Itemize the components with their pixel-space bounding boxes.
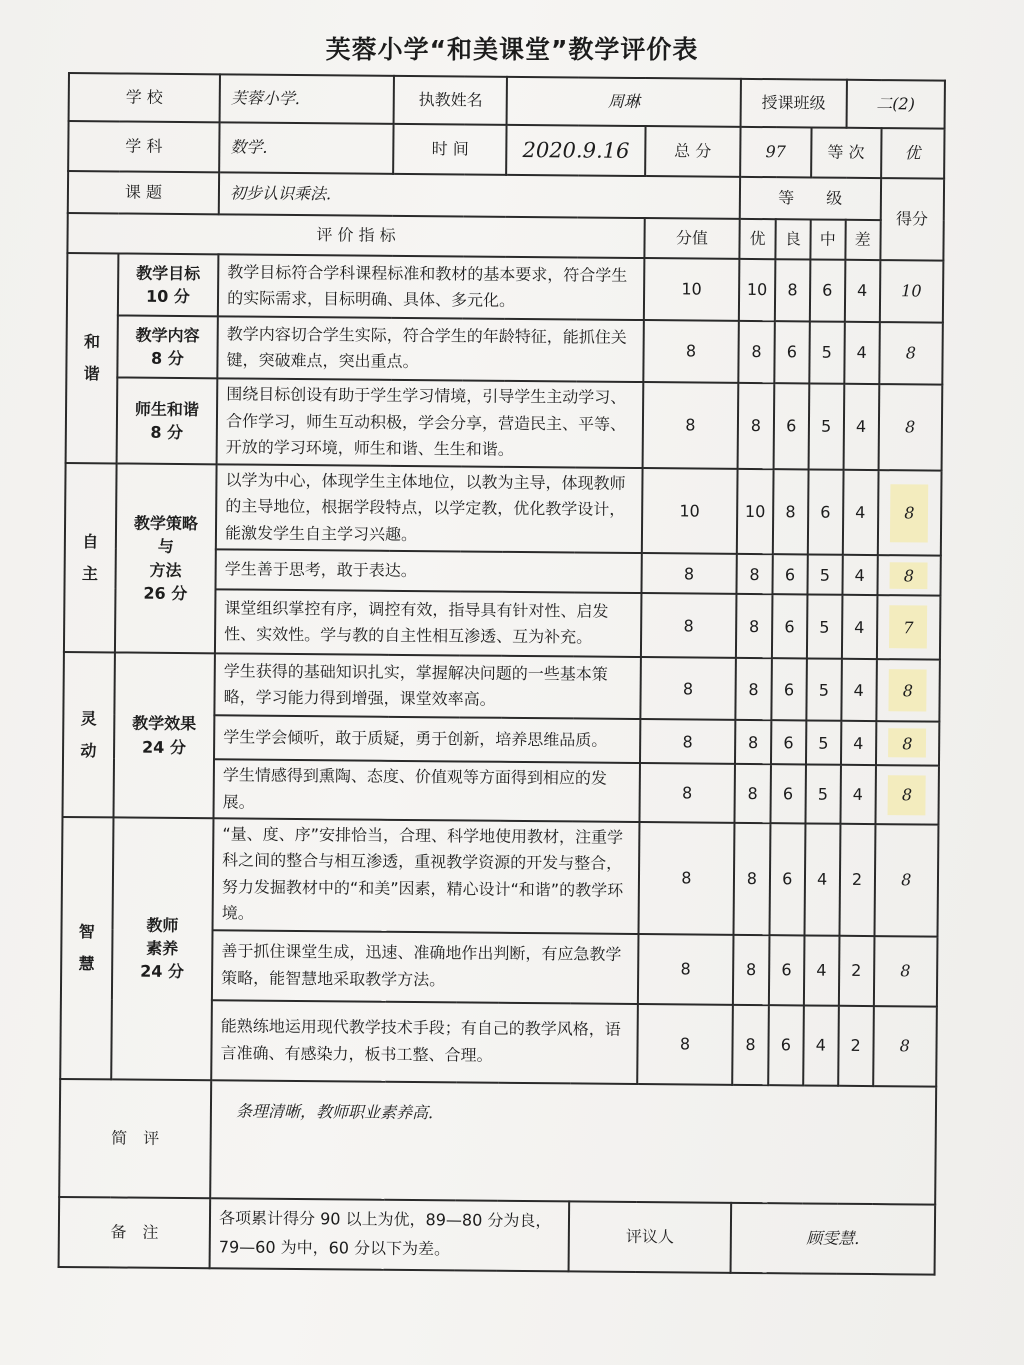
poor-value: 4 xyxy=(842,595,877,659)
info-row-1 xyxy=(69,73,945,129)
excellent-header: 优 xyxy=(739,219,775,259)
poor-value: 4 xyxy=(843,384,879,470)
topic-value: 初步认识乘法. xyxy=(219,172,740,219)
poor-value: 4 xyxy=(844,322,879,384)
remarks-row xyxy=(59,1196,936,1274)
class-value: 二(2) xyxy=(846,80,945,129)
reviewer-label: 评议人 xyxy=(569,1201,731,1272)
average-value: 4 xyxy=(804,935,839,1005)
table-row xyxy=(66,377,943,471)
category-harmony: 和谐 xyxy=(66,253,119,463)
average-value: 4 xyxy=(804,823,840,935)
category-autonomy: 自主 xyxy=(64,463,116,653)
table-row xyxy=(66,315,943,385)
good-value: 6 xyxy=(768,1005,804,1085)
good-value: 6 xyxy=(770,764,805,823)
points-value: 8 xyxy=(643,320,739,383)
poor-value: 4 xyxy=(844,260,879,322)
total-label: 总 分 xyxy=(645,126,741,177)
remarks-text: 各项累计得分 90 以上为优，89—80 分为良，79—60 为中，60 分以下为差。 xyxy=(210,1198,570,1271)
good-value: 6 xyxy=(769,935,804,1005)
poor-value: 4 xyxy=(841,659,876,721)
excellent-value: 8 xyxy=(734,764,770,823)
score-value: 8 xyxy=(873,936,937,1007)
grade-value: 优 xyxy=(881,128,945,179)
good-value: 6 xyxy=(774,321,809,383)
evaluation-table xyxy=(58,72,946,1275)
time-label: 时 间 xyxy=(394,124,507,175)
subcategory-effect: 教学效果 24 分 xyxy=(113,653,215,819)
excellent-value: 8 xyxy=(738,321,774,383)
poor-value: 4 xyxy=(841,721,876,765)
score-header: 得分 xyxy=(880,178,944,261)
points-value: 8 xyxy=(640,657,736,720)
points-value: 8 xyxy=(642,382,738,469)
score-value: 8 xyxy=(877,555,941,596)
poor-value: 4 xyxy=(842,555,877,595)
topic-label: 课 题 xyxy=(68,171,219,214)
average-value: 5 xyxy=(807,555,842,595)
score-value: 8 xyxy=(876,659,940,722)
points-value: 8 xyxy=(640,719,736,764)
criteria-text: 围绕目标创设有助于学生学习情境，引导学生主动学习、合作学习，师生互动积极，学会分享，营造民主、平等、开放的学习环境，师生和谐、生生和谐。 xyxy=(217,378,644,468)
average-value: 5 xyxy=(807,595,842,659)
score-value: 7 xyxy=(876,595,940,660)
average-header: 中 xyxy=(810,219,845,259)
excellent-value: 8 xyxy=(733,823,770,935)
criteria-text: 能熟练地运用现代教学技术手段；有自己的教学风格，语言准确、有感染力，板书工整、合理。 xyxy=(211,1000,637,1084)
criteria-text: “量、度、序”安排恰当，合理、科学地使用教材，注重学科之间的整合与相互渗透，重视教学资源的开发与整合，努力发掘教材中的“和美”因素，精心设计“和谐”的教学环境。 xyxy=(213,818,640,933)
poor-value: 4 xyxy=(840,765,875,824)
table-row xyxy=(63,652,940,722)
average-value: 6 xyxy=(808,469,844,554)
good-value: 6 xyxy=(771,720,806,764)
school-label: 学 校 xyxy=(69,73,220,122)
poor-value: 4 xyxy=(842,470,878,555)
time-value: 2020.9.16 xyxy=(507,125,646,176)
category-agile: 灵动 xyxy=(62,652,114,817)
grade-label: 等 次 xyxy=(811,127,881,178)
good-value: 8 xyxy=(773,469,809,554)
good-value: 6 xyxy=(772,594,807,658)
average-value: 4 xyxy=(803,1005,839,1085)
table-row xyxy=(67,253,944,323)
points-value: 8 xyxy=(637,1004,733,1085)
level-header: 等 级 xyxy=(740,177,881,220)
criteria-text: 善于抓住课堂生成，迅速、准确地作出判断，有应急教学策略，能智慧地采取教学方法。 xyxy=(212,930,638,1004)
excellent-value: 8 xyxy=(733,934,770,1004)
points-value: 8 xyxy=(638,934,734,1005)
score-value: 8 xyxy=(875,721,939,766)
criteria-text: 教学目标符合学科课程标准和教材的基本要求，符合学生的实际需求，目标明确、具体、多元化。 xyxy=(218,254,644,320)
excellent-value: 10 xyxy=(737,469,774,554)
points-value: 8 xyxy=(641,593,737,658)
subcategory-literacy: 教师 素养 24 分 xyxy=(111,817,214,1079)
excellent-value: 8 xyxy=(732,1004,769,1084)
good-value: 6 xyxy=(771,658,806,720)
points-value: 8 xyxy=(641,553,736,594)
score-value: 8 xyxy=(878,384,942,471)
score-value: 8 xyxy=(875,765,939,824)
excellent-value: 8 xyxy=(736,594,772,658)
points-header: 分值 xyxy=(644,218,739,259)
teacher-value: 周琳 xyxy=(507,77,741,127)
average-value: 6 xyxy=(810,259,845,321)
excellent-value: 8 xyxy=(736,554,772,594)
score-value: 8 xyxy=(874,824,938,936)
subject-value: 数学. xyxy=(219,122,394,174)
excellent-value: 10 xyxy=(739,259,775,321)
good-header: 良 xyxy=(775,219,810,259)
good-value: 8 xyxy=(775,259,810,321)
table-row xyxy=(65,463,942,556)
criteria-text: 学生获得的基础知识扎实，掌握解决问题的一些基本策略，学习能力得到增强，课堂效率高。 xyxy=(214,653,640,719)
average-value: 5 xyxy=(806,721,841,765)
excellent-value: 8 xyxy=(735,658,771,720)
average-value: 5 xyxy=(809,321,844,383)
criteria-header: 评 价 指 标 xyxy=(67,213,644,258)
average-value: 5 xyxy=(808,383,844,469)
criteria-text: 教学内容切合学生实际，符合学生的年龄特征，能抓住关键，突破难点，突出重点。 xyxy=(217,316,643,382)
good-value: 6 xyxy=(773,383,809,469)
good-value: 6 xyxy=(769,823,805,935)
poor-header: 差 xyxy=(845,220,880,260)
criteria-text: 学生情感得到熏陶、态度、价值观等方面得到相应的发展。 xyxy=(214,759,640,821)
score-value: 8 xyxy=(873,1006,937,1087)
poor-value: 2 xyxy=(839,935,874,1005)
criteria-text: 学生善于思考，敢于表达。 xyxy=(216,549,642,593)
score-value: 10 xyxy=(879,260,943,323)
category-wisdom: 智慧 xyxy=(60,817,113,1079)
school-value: 芙蓉小学. xyxy=(220,74,395,124)
class-label: 授课班级 xyxy=(741,79,847,128)
score-value: 8 xyxy=(879,322,943,385)
subject-label: 学 科 xyxy=(68,121,220,172)
criteria-text: 以学为中心，体现学生主体地位，以教为主导，体现教师的主导地位，根据学段特点，以学定教，优化教学设计，能激发学生自主学习兴趣。 xyxy=(216,464,643,553)
subcategory-rapport: 师生和谐 8 分 xyxy=(116,377,217,464)
subcategory-strategy: 教学策略 与 方法 26 分 xyxy=(115,463,217,653)
form-title: 芙蓉小学“和美课堂”教学评价表 xyxy=(325,35,699,64)
average-value: 5 xyxy=(806,659,841,721)
excellent-value: 8 xyxy=(738,383,775,469)
table-row xyxy=(62,817,939,936)
comment-label: 简 评 xyxy=(59,1078,211,1197)
comment-row xyxy=(59,1078,936,1204)
subcategory-goal: 教学目标 10 分 xyxy=(118,253,219,316)
points-value: 10 xyxy=(642,468,738,554)
average-value: 5 xyxy=(805,765,840,824)
poor-value: 2 xyxy=(838,1005,874,1085)
criteria-text: 课堂组织掌控有序，调控有效，指导具有针对性、启发性、实效性。学与教的自主性相互渗透、互为补充。 xyxy=(215,589,641,657)
teacher-label: 执教姓名 xyxy=(394,76,507,125)
score-value: 8 xyxy=(877,470,941,556)
points-value: 10 xyxy=(644,258,740,321)
points-value: 8 xyxy=(638,822,734,934)
reviewer-signature: 顾雯慧. xyxy=(731,1202,936,1274)
poor-value: 2 xyxy=(839,824,875,936)
subcategory-content: 教学内容 8 分 xyxy=(117,315,218,378)
good-value: 6 xyxy=(772,554,807,594)
info-row-2 xyxy=(68,121,944,179)
remarks-label: 备 注 xyxy=(59,1196,211,1267)
comment-value: 条理清晰，教师职业素养高. xyxy=(210,1080,936,1204)
excellent-value: 8 xyxy=(735,720,771,764)
total-value: 97 xyxy=(740,127,811,178)
points-value: 8 xyxy=(639,763,735,823)
criteria-text: 学生学会倾听，敢于质疑，勇于创新，培养思维品质。 xyxy=(214,715,640,763)
